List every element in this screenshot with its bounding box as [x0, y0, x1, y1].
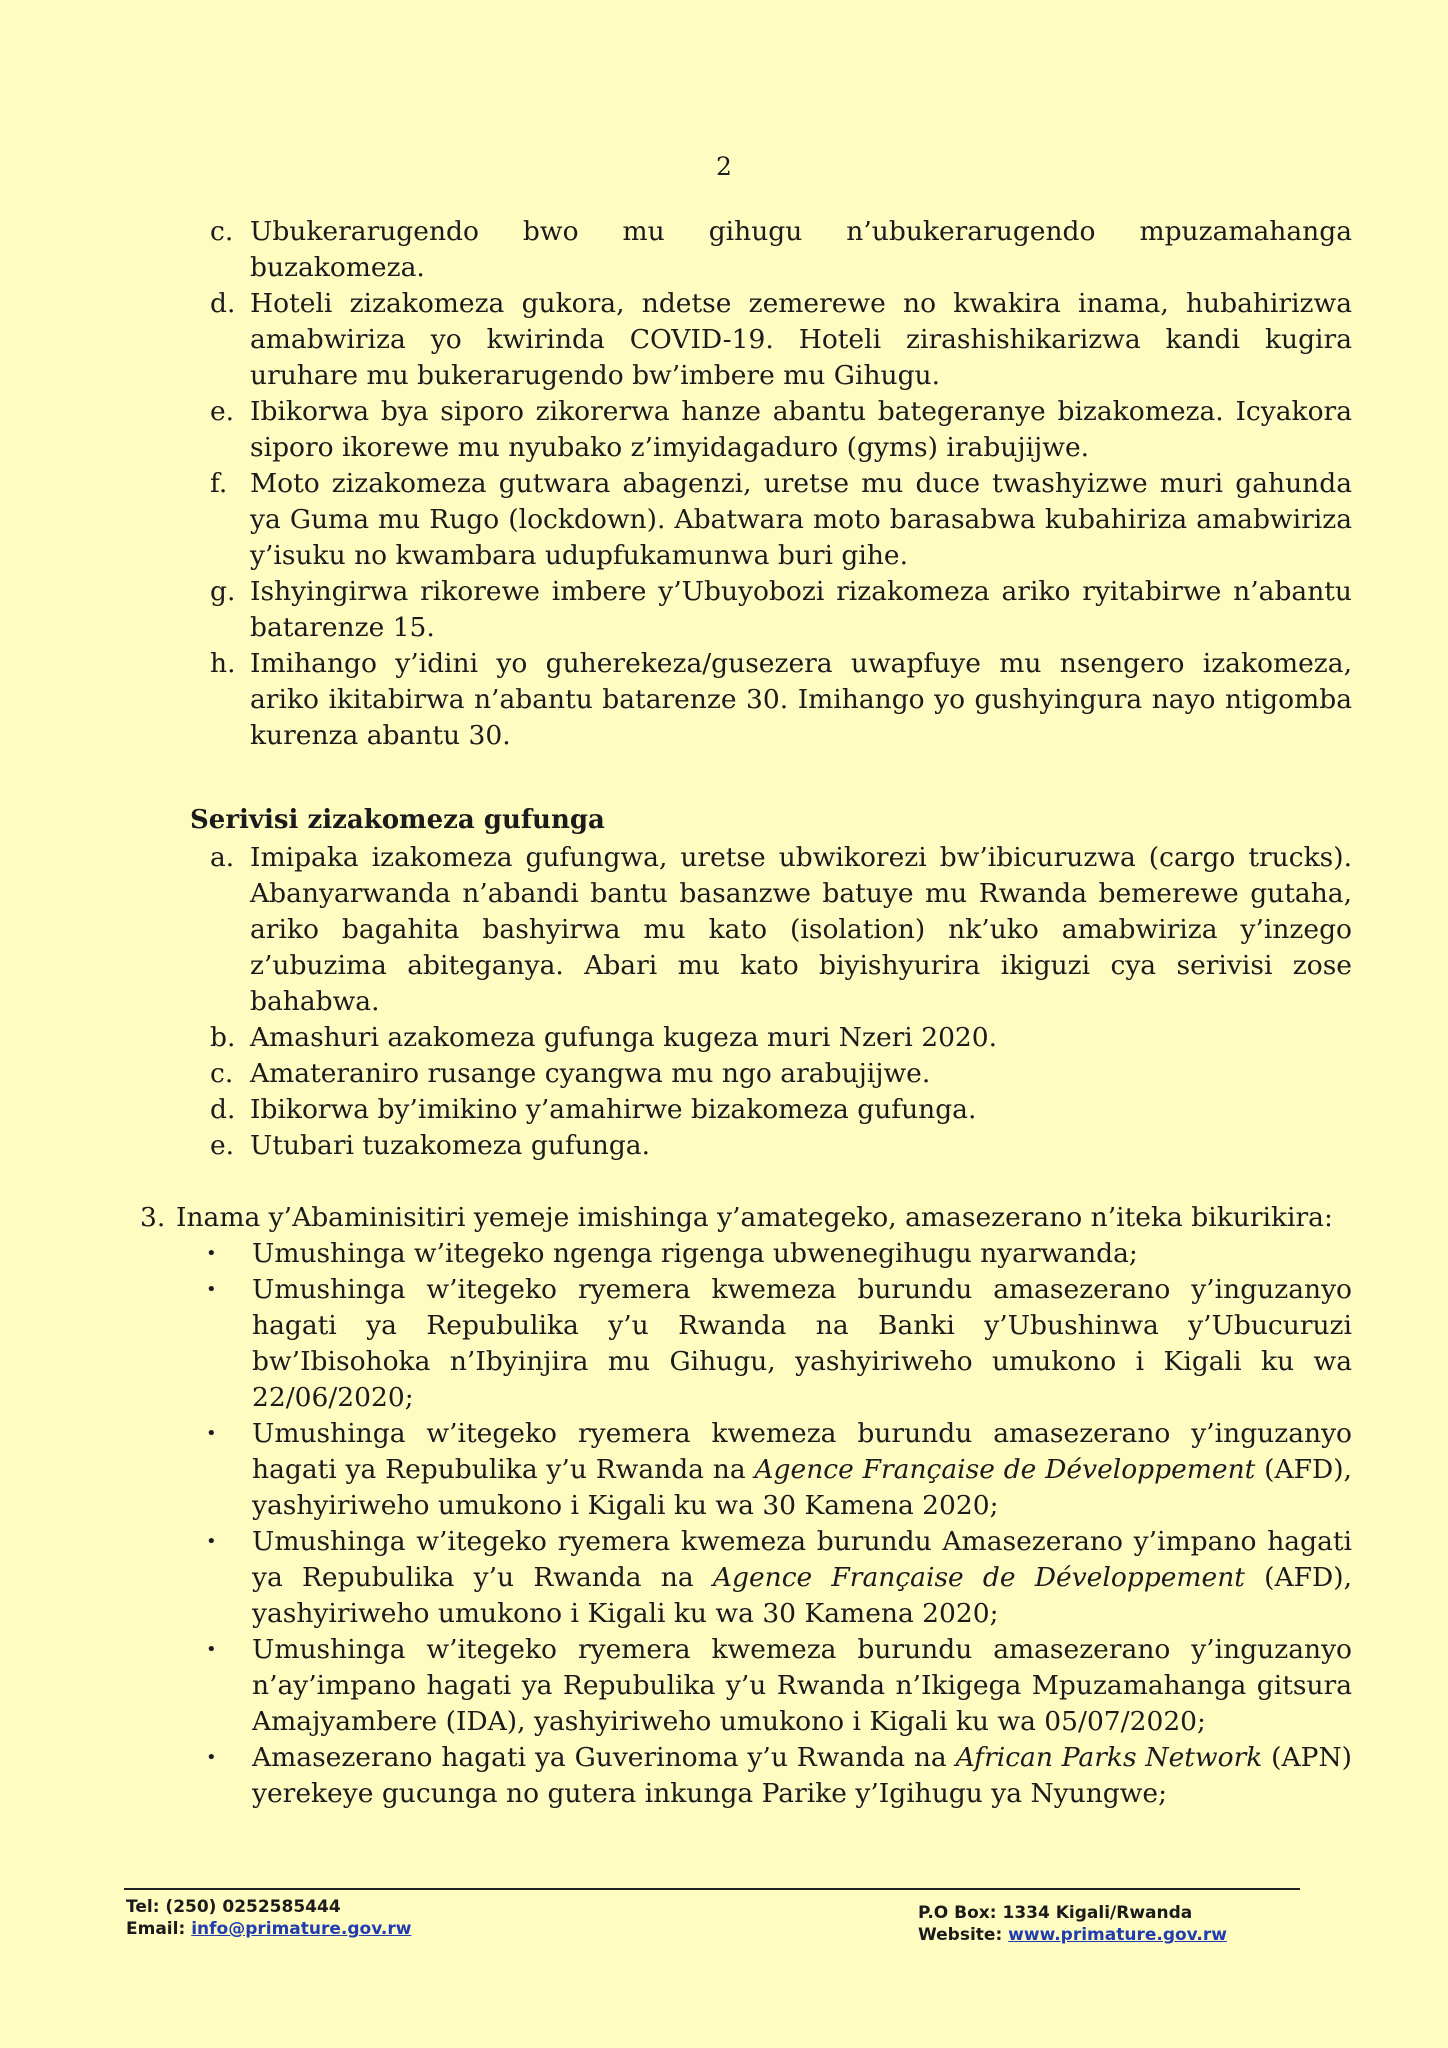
bullet-icon: •: [206, 1747, 217, 1768]
list-item-text: Amashuri azakomeza gufunga kugeza muri Nzeri 2020.: [250, 1022, 998, 1053]
list-marker: d.: [210, 288, 236, 319]
bullet-item: [140, 1524, 1352, 1632]
list-item-text: Ubukerarugendo bwo mu gihugu n’ubukerarugendo mpuzamahanga buzakomeza.: [250, 216, 1352, 283]
list-marker: c.: [210, 216, 234, 247]
phone-label: Tel:: [126, 1897, 160, 1917]
footer-email: [126, 1918, 411, 1940]
open-services-list: [140, 214, 1352, 754]
list-marker: e.: [210, 396, 235, 427]
list-item-text: Moto zizakomeza gutwara abagenzi, uretse mu duce twashyizwe muri gahunda ya Guma mu Rugo (lockdown). Abatwara moto barasabwa kubahiriza amabwiriza y’isuku no kwambara udupfukamunwa buri gihe.: [250, 468, 1352, 571]
list-item-text: Imihango y’idini yo guherekeza/gusezera uwapfuye mu nsengero izakomeza, ariko ikitabirwa n’abantu batarenze 30. Imihango yo gushyingura nayo ntigomba kurenza abantu 30.: [250, 648, 1352, 751]
bullet-icon: •: [206, 1423, 217, 1444]
list-marker: 3.: [140, 1202, 166, 1233]
list-marker: b.: [210, 1022, 236, 1053]
list-item: [140, 646, 1352, 754]
italic-name: Agence Française de Développement: [712, 1562, 1245, 1593]
list-item-text: Imipaka izakomeza gufungwa, uretse ubwikorezi bw’ibicuruzwa (cargo trucks). Abanyarwanda n’abandi bantu basanzwe batuye mu Rwanda bemerewe gutaha, ariko bagahita bashyirwa mu kato (isolation) nk’uko amabwiriza y’inzego z’ubuzima abiteganya. Abari mu kato biyishyurira ikiguzi cya serivisi zose bahabwa.: [250, 842, 1352, 1017]
text-run: (APN) yerekeye gucunga no gutera inkunga Parike y’Igihugu ya Nyungwe;: [252, 1742, 1352, 1809]
footer-divider: [124, 1888, 1300, 1890]
bullet-item: [140, 1236, 1352, 1272]
pobox-label: P.O Box:: [918, 1903, 997, 1923]
bullet-item: [140, 1740, 1352, 1812]
list-item: [140, 1128, 1352, 1164]
numbered-item: [140, 1200, 1352, 1236]
list-marker: f.: [210, 468, 228, 499]
list-item-text: Ishyingirwa rikorewe imbere y’Ubuyobozi rizakomeza ariko ryitabirwe n’abantu batarenze 15.: [250, 576, 1352, 643]
bullet-item-text: Umushinga w’itegeko ryemera kwemeza burundu amasezerano y’inguzanyo hagati ya Repubulika y’u Rwanda na Banki y’Ubushinwa y’Ubucuruzi bw’Ibisohoka n’Ibyinjira mu Gihugu, yashyiriweho umukono i Kigali ku wa 22/06/2020;: [252, 1274, 1352, 1413]
list-item: [140, 1020, 1352, 1056]
list-item: [140, 394, 1352, 466]
numbered-section-3: [140, 1200, 1352, 1236]
bullet-icon: •: [206, 1531, 217, 1552]
bullet-item: [140, 1272, 1352, 1416]
footer-pobox: [918, 1902, 1227, 1924]
list-item: [140, 840, 1352, 1020]
closed-services-list: [140, 840, 1352, 1164]
list-marker: a.: [210, 842, 235, 873]
bullet-item-text: [252, 1740, 1352, 1812]
page-number: 2: [716, 152, 732, 181]
phone-value: (250) 0252585444: [165, 1897, 341, 1917]
list-item: [140, 286, 1352, 394]
bullet-icon: •: [206, 1243, 217, 1264]
bullet-item-text: [252, 1524, 1352, 1632]
bullet-icon: •: [206, 1279, 217, 1300]
website-link[interactable]: www.primature.gov.rw: [1008, 1925, 1227, 1945]
footer-phone: [126, 1896, 411, 1918]
bullet-item: [140, 1632, 1352, 1740]
list-marker: d.: [210, 1094, 236, 1125]
text-run: (AFD), yashyiriweho umukono i Kigali ku wa 30 Kamena 2020;: [252, 1562, 1352, 1629]
footer-contact-left: [126, 1896, 411, 1940]
list-marker: e.: [210, 1130, 235, 1161]
list-item: [140, 214, 1352, 286]
pobox-value: 1334 Kigali/Rwanda: [1002, 1903, 1193, 1923]
approved-bills-list: [140, 1236, 1352, 1812]
bullet-item: [140, 1416, 1352, 1524]
text-run: Amasezerano hagati ya Guverinoma y’u Rwanda na: [252, 1742, 956, 1773]
footer-website: [918, 1924, 1227, 1946]
text-run: Umushinga w’itegeko ryemera kwemeza burundu amasezerano y’inguzanyo hagati ya Repubulika y’u Rwanda na: [252, 1418, 1352, 1485]
document-body: [140, 214, 1352, 1812]
list-item-text: Utubari tuzakomeza gufunga.: [250, 1130, 651, 1161]
email-link[interactable]: info@primature.gov.rw: [191, 1919, 412, 1939]
italic-name: Agence Française de Développement: [754, 1454, 1256, 1485]
list-item: [140, 1056, 1352, 1092]
text-run: (AFD), yashyiriweho umukono i Kigali ku wa 30 Kamena 2020;: [252, 1454, 1352, 1521]
italic-name: African Parks Network: [955, 1742, 1263, 1773]
website-label: Website:: [918, 1925, 1003, 1945]
footer-contact-right: [918, 1902, 1227, 1946]
list-item-text: Ibikorwa bya siporo zikorerwa hanze abantu bategeranye bizakomeza. Icyakora siporo ikorewe mu nyubako z’imyidagaduro (gyms) irabujijwe.: [250, 396, 1352, 463]
list-marker: h.: [210, 648, 236, 679]
email-label: Email:: [126, 1919, 186, 1939]
text-run: Umushinga w’itegeko ryemera kwemeza burundu Amasezerano y’impano hagati ya Repubulika y’u Rwanda na: [252, 1526, 1352, 1593]
bullet-item-text: Umushinga w’itegeko ngenga rigenga ubwenegihugu nyarwanda;: [252, 1238, 1138, 1269]
list-item: [140, 466, 1352, 574]
list-item-text: Ibikorwa by’imikino y’amahirwe bizakomeza gufunga.: [250, 1094, 977, 1125]
list-item-text: Amateraniro rusange cyangwa mu ngo arabujijwe.: [250, 1058, 931, 1089]
list-marker: g.: [210, 576, 236, 607]
bullet-item-text: Umushinga w’itegeko ryemera kwemeza burundu amasezerano y’inguzanyo n’ay’impano hagati ya Repubulika y’u Rwanda n’Ikigega Mpuzamahanga gitsura Amajyambere (IDA), yashyiriweho umukono i Kigali ku wa 05/07/2020;: [252, 1634, 1352, 1737]
list-item: [140, 574, 1352, 646]
bullet-item-text: [252, 1416, 1352, 1524]
list-marker: c.: [210, 1058, 234, 1089]
bullet-icon: •: [206, 1639, 217, 1660]
list-item-text: Hoteli zizakomeza gukora, ndetse zemerewe no kwakira inama, hubahirizwa amabwiriza yo kwirinda COVID-19. Hoteli zirashishikarizwa kandi kugira uruhare mu bukerarugendo bw’imbere mu Gihugu.: [250, 288, 1352, 391]
numbered-item-text: Inama y’Abaminisitiri yemeje imishinga y’amategeko, amasezerano n’iteka bikurikira:: [176, 1202, 1333, 1233]
list-item: [140, 1092, 1352, 1128]
section-heading: Serivisi zizakomeza gufunga: [190, 805, 605, 835]
